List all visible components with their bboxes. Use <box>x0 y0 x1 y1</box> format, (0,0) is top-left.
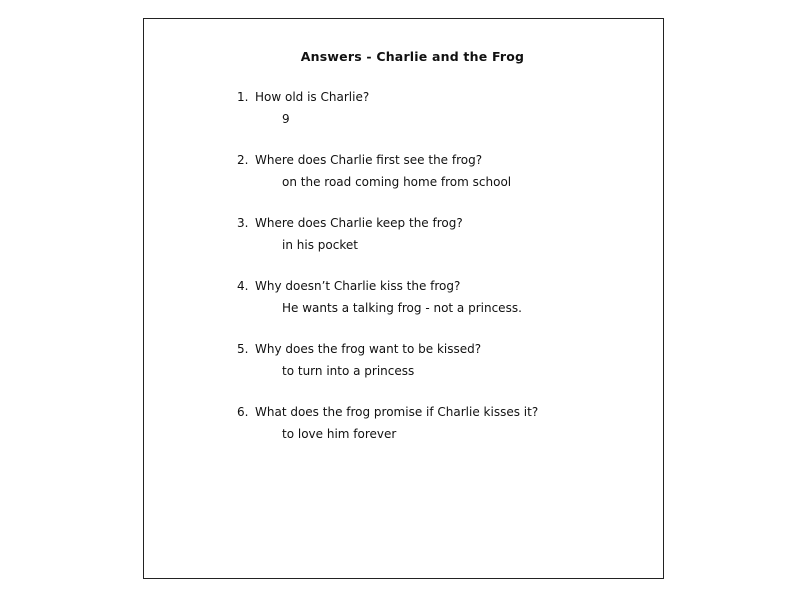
answer-text: to love him forever <box>282 427 397 441</box>
question-text: Where does Charlie keep the frog? <box>255 216 463 230</box>
question <box>237 342 481 356</box>
qa-item-5 <box>237 342 637 405</box>
question-text: Why does the frog want to be kissed? <box>255 342 482 356</box>
answer-text: He wants a talking frog - not a princess. <box>282 301 522 315</box>
qa-item-6 <box>237 405 637 468</box>
question-text: Where does Charlie first see the frog? <box>255 153 483 167</box>
answer-text: on the road coming home from school <box>282 175 512 189</box>
question-list <box>237 90 637 468</box>
answer-text: 9 <box>282 112 290 126</box>
question <box>237 279 460 293</box>
answer-text: to turn into a princess <box>282 364 415 378</box>
question-text: Why doesn’t Charlie kiss the frog? <box>255 279 461 293</box>
question <box>237 216 463 230</box>
question <box>237 405 538 419</box>
page-title: Answers - Charlie and the Frog <box>300 49 525 64</box>
question-number: 2. <box>237 153 249 167</box>
question-number: 1. <box>237 90 249 104</box>
qa-item-3 <box>237 216 637 279</box>
question-number: 5. <box>237 342 249 356</box>
answer-sheet <box>143 18 664 579</box>
question-text: What does the frog promise if Charlie kisses it? <box>255 405 539 419</box>
question-number: 6. <box>237 405 249 419</box>
qa-item-2 <box>237 153 637 216</box>
answer-text: in his pocket <box>282 238 358 252</box>
qa-item-1 <box>237 90 637 153</box>
question-number: 3. <box>237 216 249 230</box>
question <box>237 153 482 167</box>
question-text: How old is Charlie? <box>255 90 370 104</box>
qa-item-4 <box>237 279 637 342</box>
question <box>237 90 369 104</box>
question-number: 4. <box>237 279 249 293</box>
